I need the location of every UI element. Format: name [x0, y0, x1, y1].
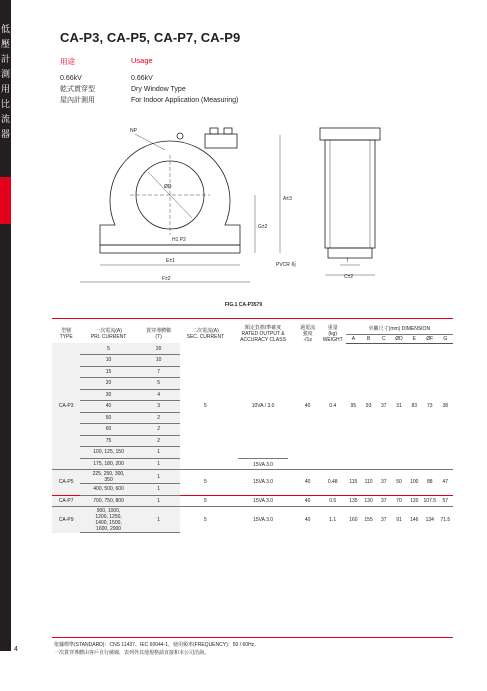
- dim-cell-4: 83: [411, 403, 418, 410]
- table-row: [52, 495, 453, 507]
- header-rated-en2: ACCURACY CLASS: [240, 337, 286, 343]
- label-c: C±2: [344, 274, 354, 280]
- over-current-cell: 40: [296, 470, 320, 496]
- info-zh-voltage: 0.66kV: [60, 75, 82, 82]
- header-dimension: 外觀尺寸(mm) DIMENSION: [346, 319, 453, 335]
- dim-cell-5: 73: [426, 403, 433, 410]
- label-e: E±1: [166, 258, 175, 264]
- header-dim-0: A: [346, 334, 361, 343]
- turns-cell: 1: [137, 447, 181, 459]
- dim-cell-4: 120: [407, 495, 422, 507]
- pri-current-cell: 10: [80, 355, 137, 367]
- header-over-zh2: 強度: [302, 331, 313, 337]
- sidebar-char: 比: [0, 99, 10, 109]
- sidebar-char: 壓: [0, 39, 10, 49]
- header-sec-zh: 二次電流(A): [192, 328, 219, 334]
- dim-cell-0: 135: [346, 495, 361, 507]
- pri-current-cell: 900, 1000, 1200, 1250, 1400, 1500, 1600, 2000: [80, 507, 137, 533]
- sec-current-cell: 5: [204, 403, 207, 409]
- page-number: 4: [14, 646, 18, 653]
- dim-cell-4: 146: [407, 507, 422, 533]
- header-turns-zh: 貫穿導體數: [146, 328, 172, 334]
- info-zh-application: 屋內計測用: [60, 97, 95, 104]
- pri-current-cell: 700, 750, 800: [80, 495, 137, 507]
- dim-cell-0: 95: [350, 403, 357, 410]
- dim-cell-5: 88: [422, 470, 438, 496]
- pri-current-cell: 40: [80, 401, 137, 413]
- dim-cell-5: 107.5: [422, 495, 438, 507]
- dim-cell-3: 91: [391, 507, 406, 533]
- sidebar-char: 器: [0, 129, 10, 139]
- dim-cell-3: 31: [396, 403, 402, 410]
- over-current-cell: 40: [296, 495, 320, 507]
- header-dim-1: B: [361, 334, 376, 343]
- info-zh-type: 乾式貫穿型: [60, 86, 95, 93]
- pri-current-cell: 100, 125, 150: [80, 447, 137, 459]
- sidebar: [0, 0, 11, 651]
- dim-cell-5: 134: [422, 507, 438, 533]
- dim-cell-1: 93: [365, 403, 372, 410]
- weight-cell: 0.5: [320, 495, 346, 507]
- technical-drawing: [40, 120, 460, 300]
- over-current-cell: 40: [296, 507, 320, 533]
- label-t: T: [346, 258, 350, 264]
- pri-current-cell: 225, 250, 300, 350: [80, 470, 137, 484]
- pri-current-cell: 400, 500, 600: [80, 484, 137, 496]
- sec-current-cell: 5: [180, 470, 230, 496]
- dim-cell-2: 37: [376, 507, 391, 533]
- turns-cell: 20: [137, 343, 181, 355]
- pri-current-cell: 5: [80, 343, 137, 355]
- dim-cell-2: 37: [381, 403, 387, 410]
- header-turns-en: (T): [155, 334, 162, 340]
- sidebar-char: 低: [0, 24, 10, 34]
- dim-cell-6: 71.5: [438, 507, 453, 533]
- type-cell: CA-P5: [52, 470, 80, 496]
- sec-current-cell: 5: [180, 507, 230, 533]
- header-dim-5: ØF: [422, 334, 438, 343]
- dim-cell-6: 38: [442, 403, 449, 410]
- info-en-voltage: 0.66kV: [131, 75, 153, 82]
- pri-current-cell: 30: [80, 389, 137, 401]
- dim-cell-2: 37: [376, 495, 391, 507]
- info-en-application: For Indoor Application (Measuring): [131, 97, 239, 104]
- turns-cell: 7: [137, 366, 181, 378]
- info-zh: [60, 73, 95, 106]
- pri-current-cell: 20: [80, 378, 137, 390]
- turns-cell: 10: [137, 355, 181, 367]
- turns-cell: 1: [137, 470, 181, 484]
- header-dim-2: C: [376, 334, 391, 343]
- rated-cell: [230, 343, 295, 470]
- header-dim-4: E: [407, 334, 422, 343]
- dim-cell-1: 110: [361, 470, 376, 496]
- sidebar-accent: [0, 177, 11, 224]
- table-row: [52, 470, 453, 484]
- header-dim-6: G: [438, 334, 453, 343]
- header-type-en: TYPE: [59, 334, 73, 340]
- dim-cell-6: 57: [438, 495, 453, 507]
- header-rated-zh: 額定負擔/準確度: [244, 325, 282, 331]
- label-f: F±2: [162, 276, 171, 282]
- bottom-rule: [52, 637, 453, 638]
- dim-cell-0: 115: [346, 470, 361, 496]
- turns-cell: 1: [137, 458, 181, 470]
- footnotes: [54, 641, 259, 657]
- turns-cell: 1: [137, 484, 181, 496]
- turns-cell: 5: [137, 378, 181, 390]
- dim-cell-1: 155: [361, 507, 376, 533]
- type-cell: CA-P3: [52, 343, 80, 470]
- pri-current-cell: 175, 180, 200: [80, 458, 137, 470]
- header-pri-en: PRI. CURRENT: [90, 334, 127, 340]
- footnote-winding: 一次貫穿導體由客戶自行繞線，表列外其他規格請直接和本公司洽詢。: [54, 650, 210, 656]
- type-cell: CA-P9: [52, 507, 80, 533]
- turns-cell: 3: [137, 401, 181, 413]
- header-over-zh: 過電流: [300, 325, 316, 331]
- dim-cell-1: 130: [361, 495, 376, 507]
- turns-cell: 1: [137, 507, 181, 533]
- dim-cell-3: 70: [391, 495, 406, 507]
- footnote-standard: 依據標準(STANDARD)：CNS 11437、IEC 60044-1、使用頻率(FREQUENCY)：50 / 60Hz。: [54, 642, 260, 648]
- dim-cell-0: 160: [346, 507, 361, 533]
- label-a: A±3: [283, 196, 292, 202]
- turns-cell: 2: [137, 435, 181, 447]
- label-g: G±2: [258, 224, 268, 230]
- header-type-zh: 型號: [61, 328, 72, 334]
- sidebar-char: 測: [0, 69, 10, 79]
- info-en-type: Dry Window Type: [131, 86, 186, 93]
- turns-cell: 1: [137, 495, 181, 507]
- rated-cell: 15VA 3.0: [230, 495, 295, 507]
- turns-cell: 2: [137, 424, 181, 436]
- pri-current-cell: 50: [80, 412, 137, 424]
- page-title: CA-P3, CA-P5, CA-P7, CA-P9: [60, 30, 241, 45]
- rated-value-a: 10VA / 3.0: [251, 403, 275, 409]
- weight-cell: 1.1: [320, 507, 346, 533]
- header-rated-en: RATED OUTPUT &: [241, 331, 285, 337]
- header-dim-3: ØD: [391, 334, 406, 343]
- header-sec-en: SEC. CURRENT: [186, 334, 225, 340]
- header-weight-unit: (kg): [328, 331, 337, 337]
- dim-cell-2: 37: [376, 470, 391, 496]
- table-row: [52, 343, 453, 355]
- header-over-en: -/1s: [303, 337, 312, 343]
- dim-cell-4: 100: [407, 470, 422, 496]
- weight-cell: 0.4: [329, 403, 337, 409]
- pri-current-cell: 60: [80, 424, 137, 436]
- sidebar-label: [0, 22, 11, 142]
- sidebar-char: 流: [0, 114, 10, 124]
- table-row: [52, 507, 453, 533]
- rated-value-b: 15VA 3.0: [238, 458, 287, 468]
- over-current-cell: 40: [304, 403, 311, 409]
- turns-cell: 2: [137, 412, 181, 424]
- header-pri-zh: 一次電流(A): [95, 328, 122, 334]
- rated-cell: 15VA 3.0: [230, 470, 295, 496]
- dim-cell-3: 50: [391, 470, 406, 496]
- usage-label-en: Usage: [131, 56, 153, 65]
- pri-current-cell: 75: [80, 435, 137, 447]
- label-np: NP: [130, 128, 137, 134]
- dim-cell-6: 47: [438, 470, 453, 496]
- header-weight-zh: 重量: [327, 325, 338, 331]
- turns-cell: 4: [137, 389, 181, 401]
- sidebar-char: 用: [0, 84, 10, 94]
- rated-cell: 15VA 3.0: [230, 507, 295, 533]
- label-h1p2: H1 P2: [172, 237, 186, 243]
- label-pcr: PVCR 板: [276, 262, 297, 268]
- specification-table: [52, 318, 453, 533]
- sidebar-char: 計: [0, 54, 10, 64]
- figure-caption: FIG.1 CA-P3579: [224, 302, 263, 308]
- usage-label-zh: 用途: [60, 57, 75, 66]
- weight-cell: 0.48: [320, 470, 346, 496]
- header-weight-en: WEIGHT: [322, 337, 343, 343]
- info-en: [131, 73, 238, 106]
- sec-current-cell: 5: [180, 495, 230, 507]
- label-diameter: ØD: [164, 184, 172, 190]
- type-cell: CA-P7: [52, 495, 80, 507]
- pri-current-cell: 15: [80, 366, 137, 378]
